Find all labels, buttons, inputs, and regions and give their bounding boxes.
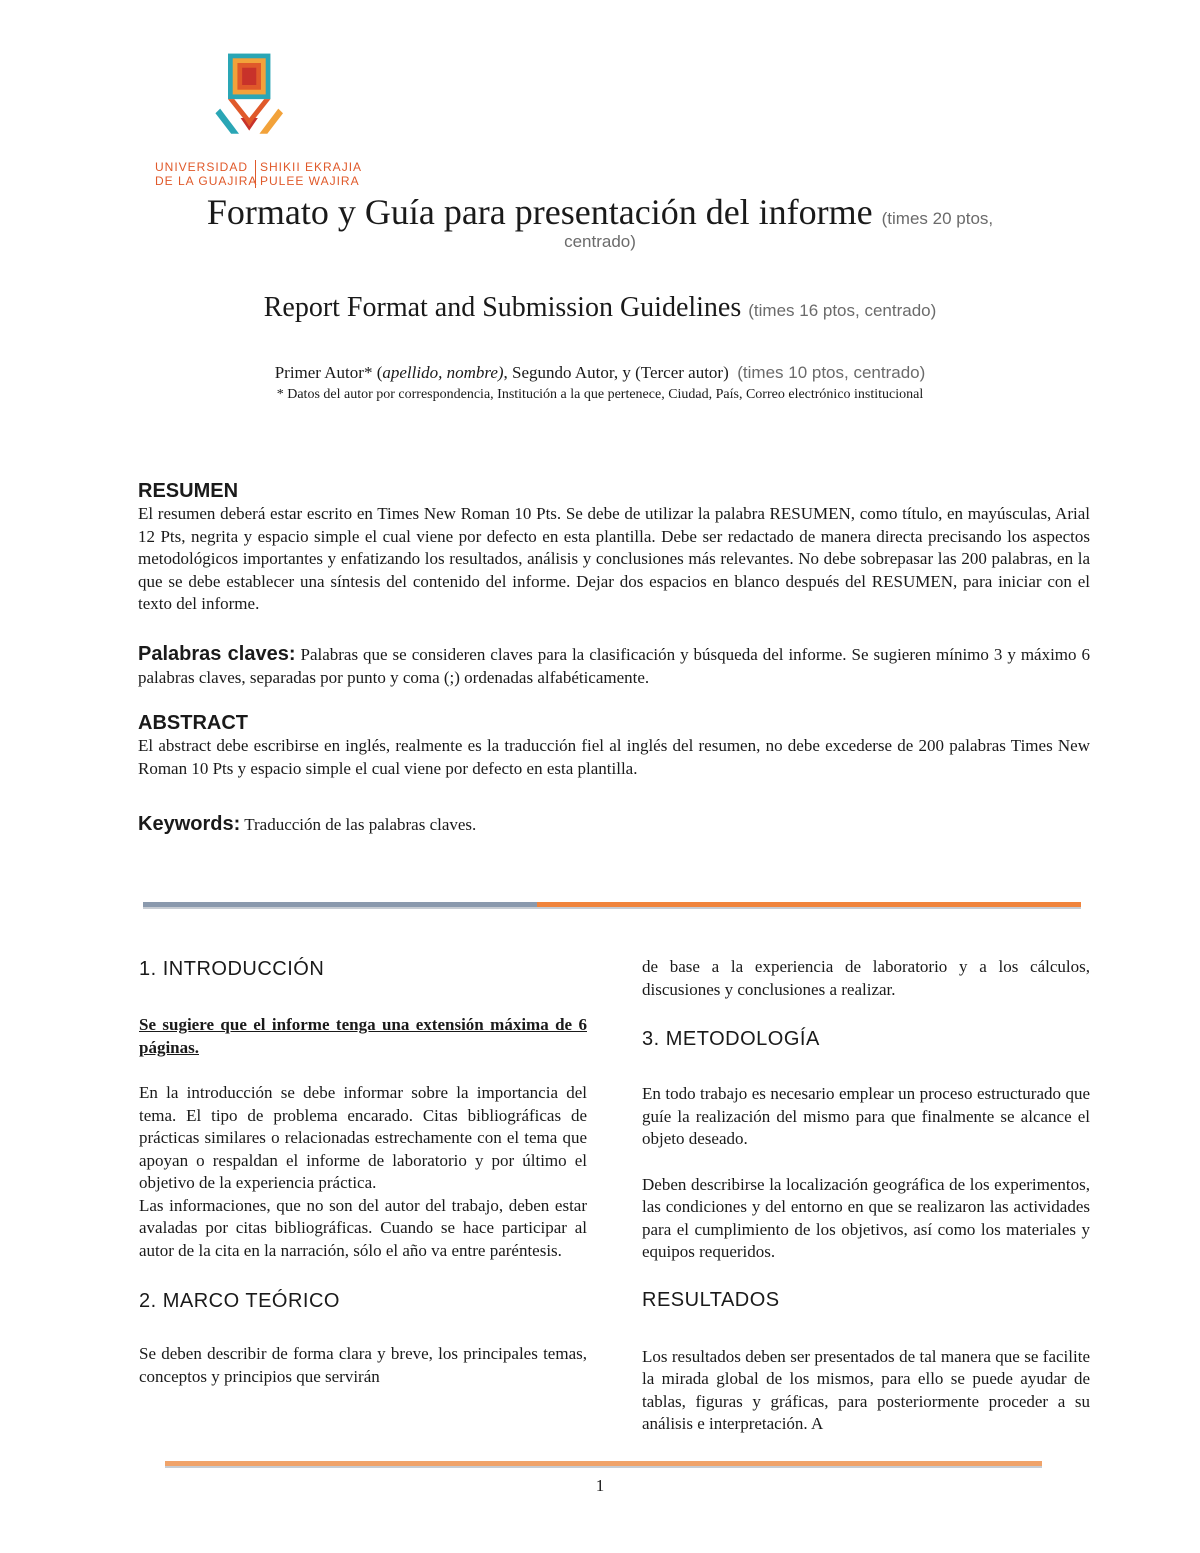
intro-heading: 1. INTRODUCCIÓN: [139, 958, 325, 980]
right-column: [642, 956, 1090, 1436]
intro-note: Se sugiere que el informe tenga una extensión máxima de 6 páginas.: [139, 1015, 587, 1057]
resultados-p1: Los resultados deben ser presentados de tal manera que se facilite la mirada global de los mismos, para ello se puede ayudar de tablas, figuras y gráficas, para posteriormente proceder a su análisis e interpretación. A: [642, 1346, 1090, 1433]
footer-divider: [165, 1461, 1042, 1466]
marco-heading: 2. MARCO TEÓRICO: [139, 1290, 340, 1312]
resumen-heading: RESUMEN: [138, 480, 239, 502]
university-logo: [150, 52, 350, 162]
palabras-claves: [138, 643, 1090, 689]
resultados-heading: RESULTADOS: [642, 1288, 780, 1311]
authors-line: Primer Autor* (apellido, nombre), Segundo Autor, y (Tercer autor) (times 10 ptos, centrado): [274, 363, 926, 382]
logo-text-right: SHIKII EKRAJIA PULEE WAJIRA: [255, 160, 362, 188]
intro-p2: Las informaciones, que no son del autor del trabajo, deben estar avaladas por citas bibliográficas. Cuando se hace participar al autor de la cita en la narración, sólo el año va entre paréntesis.: [139, 1195, 587, 1260]
section-divider: [143, 902, 1081, 907]
logo-text-left: UNIVERSIDAD DE LA GUAJIRA: [155, 160, 258, 188]
metodologia-p1: En todo trabajo es necesario emplear un proceso estructurado que guíe la realización del mismo para que finalmente se alcance el objeto deseado.: [642, 1084, 1090, 1148]
title-en: [100, 290, 1100, 329]
resumen-section: [138, 479, 1090, 616]
left-column: [139, 957, 587, 1388]
abstract-section: [138, 711, 1090, 780]
marco-continuation: de base a la experiencia de laboratorio y a los cálculos, discusiones y conclusiones a realizar.: [642, 957, 1090, 999]
page-number: 1: [595, 1476, 605, 1495]
keywords-text: Traducción de las palabras claves.: [244, 815, 477, 834]
keywords: [138, 813, 1090, 837]
metodologia-p2: Deben describirse la localización geográfica de los experimentos, las condiciones y del entorno en que se realizaron las actividades para el cumplimiento de los objetivos, así como los materiales y equipos requeridos.: [642, 1174, 1090, 1261]
intro-p1: En la introducción se debe informar sobre la importancia del tema. El tipo de problema encarado. Citas bibliográficas de prácticas similares o relacionadas estrechamente con el tema que apoyan o respaldan el informe de laboratorio y por último el objetivo de la experiencia práctica.: [139, 1083, 587, 1192]
title-es-hint: (times 20 ptos,: [881, 209, 994, 228]
marco-p1: Se deben describir de forma clara y breve, los principales temas, conceptos y principios que servirán: [139, 1344, 587, 1386]
abstract-heading: ABSTRACT: [138, 712, 248, 734]
title-en-hint: (times 16 ptos, centrado): [748, 301, 937, 320]
resumen-text: El resumen deberá estar escrito en Times New Roman 10 Pts. Se debe de utilizar la palabra RESUMEN, como título, en mayúsculas, Arial 12 Pts, negrita y espacio simple el cual viene por defecto en esta plantilla. Debe ser redactado de manera directa precisando los aspectos metodológicos importantes y enfatizando los resultados, análisis y conclusiones más relevantes. No debe sobrepasar las 200 palabras, en la que se debe establecer una síntesis del contenido del informe. Dejar dos espacios en blanco después del RESUMEN, para iniciar con el texto del informe.: [138, 504, 1090, 613]
title-es-text: Formato y Guía para presentación del informe: [206, 192, 873, 232]
affiliation: * Datos del autor por correspondencia, Institución a la que pertenece, Ciudad, País, Correo electrónico institucional: [276, 387, 924, 402]
title-es-hint-2: centrado): [564, 232, 636, 251]
abstract-text: El abstract debe escribirse en inglés, realmente es la traducción fiel al inglés del resumen, no debe excederse de 200 palabras Times New Roman 10 Pts y espacio simple el cual viene por defecto en esta plantilla.: [138, 736, 1090, 778]
title-en-text: Report Format and Submission Guidelines: [263, 292, 742, 323]
metodologia-heading: 3. METODOLOGÍA: [642, 1028, 820, 1050]
authors-hint: (times 10 ptos, centrado): [737, 363, 926, 382]
palabras-claves-label: Palabras claves:: [138, 643, 296, 665]
palabras-claves-text: Palabras que se consideren claves para la clasificación y búsqueda del informe. Se sugieren mínimo 3 y máximo 6 palabras claves, separadas por punto y coma (;) ordenadas alfabéticamente.: [138, 645, 1090, 687]
keywords-label: Keywords:: [138, 813, 241, 835]
